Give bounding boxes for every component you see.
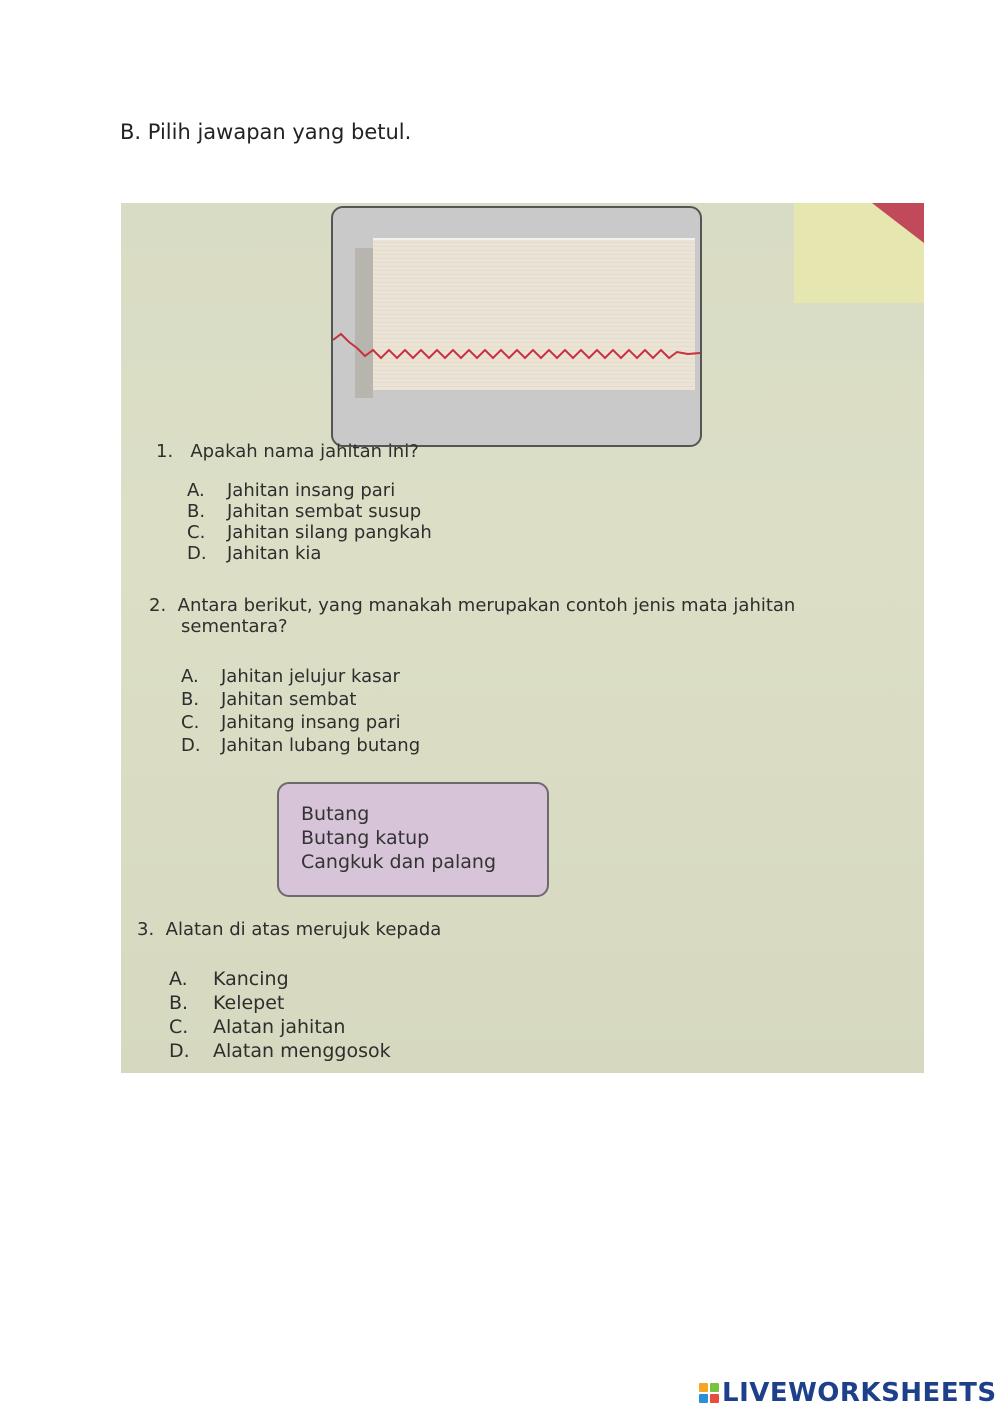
question-1	[156, 441, 419, 462]
question-1-options	[187, 480, 432, 564]
tools-box-item: Cangkuk dan palang	[301, 851, 497, 873]
question-3-options	[169, 967, 391, 1063]
option-2a[interactable]: A. Jahitan jelujur kasar	[181, 666, 400, 687]
question-3-number: 3.	[137, 919, 155, 940]
question-2	[149, 595, 795, 637]
option-1a[interactable]: A. Jahitan insang pari	[187, 480, 396, 501]
liveworksheets-logo-icon	[699, 1383, 719, 1403]
question-1-text: Apakah nama jahitan ini?	[190, 441, 419, 462]
question-3	[137, 919, 441, 940]
liveworksheets-logo	[699, 1378, 997, 1408]
question-3-text: Alatan di atas merujuk kepada	[165, 919, 442, 940]
red-corner-mark	[872, 203, 924, 243]
question-2-options	[181, 665, 420, 757]
liveworksheets-logo-text: LIVEWORKSHEETS	[722, 1378, 997, 1408]
question-2-number: 2.	[149, 595, 167, 616]
option-2c[interactable]: C. Jahitang insang pari	[181, 712, 401, 733]
option-3c[interactable]: C. Alatan jahitan	[169, 1016, 346, 1038]
fabric-fold-shadow	[355, 248, 373, 398]
option-3d[interactable]: D. Alatan menggosok	[169, 1040, 391, 1062]
option-3b[interactable]: B. Kelepet	[169, 992, 285, 1014]
zigzag-stitch-icon	[333, 328, 700, 368]
question-2-text-line2: sementara?	[181, 616, 288, 637]
option-3a[interactable]: A. Kancing	[169, 968, 289, 990]
option-1c[interactable]: C. Jahitan silang pangkah	[187, 522, 432, 543]
question-1-number: 1.	[156, 441, 174, 462]
option-1d[interactable]: D. Jahitan kia	[187, 543, 322, 564]
option-2b[interactable]: B. Jahitan sembat	[181, 689, 357, 710]
stitch-image-frame	[331, 206, 702, 447]
tools-box	[277, 782, 549, 897]
instruction-heading: B. Pilih jawapan yang betul.	[120, 120, 412, 144]
tools-box-item: Butang katup	[301, 827, 430, 849]
option-2d[interactable]: D. Jahitan lubang butang	[181, 735, 421, 756]
question-2-text: Antara berikut, yang manakah merupakan contoh jenis mata jahitan	[177, 595, 796, 616]
tools-box-item: Butang	[301, 803, 370, 825]
worksheet-photo	[121, 203, 924, 1073]
option-1b[interactable]: B. Jahitan sembat susup	[187, 501, 422, 522]
